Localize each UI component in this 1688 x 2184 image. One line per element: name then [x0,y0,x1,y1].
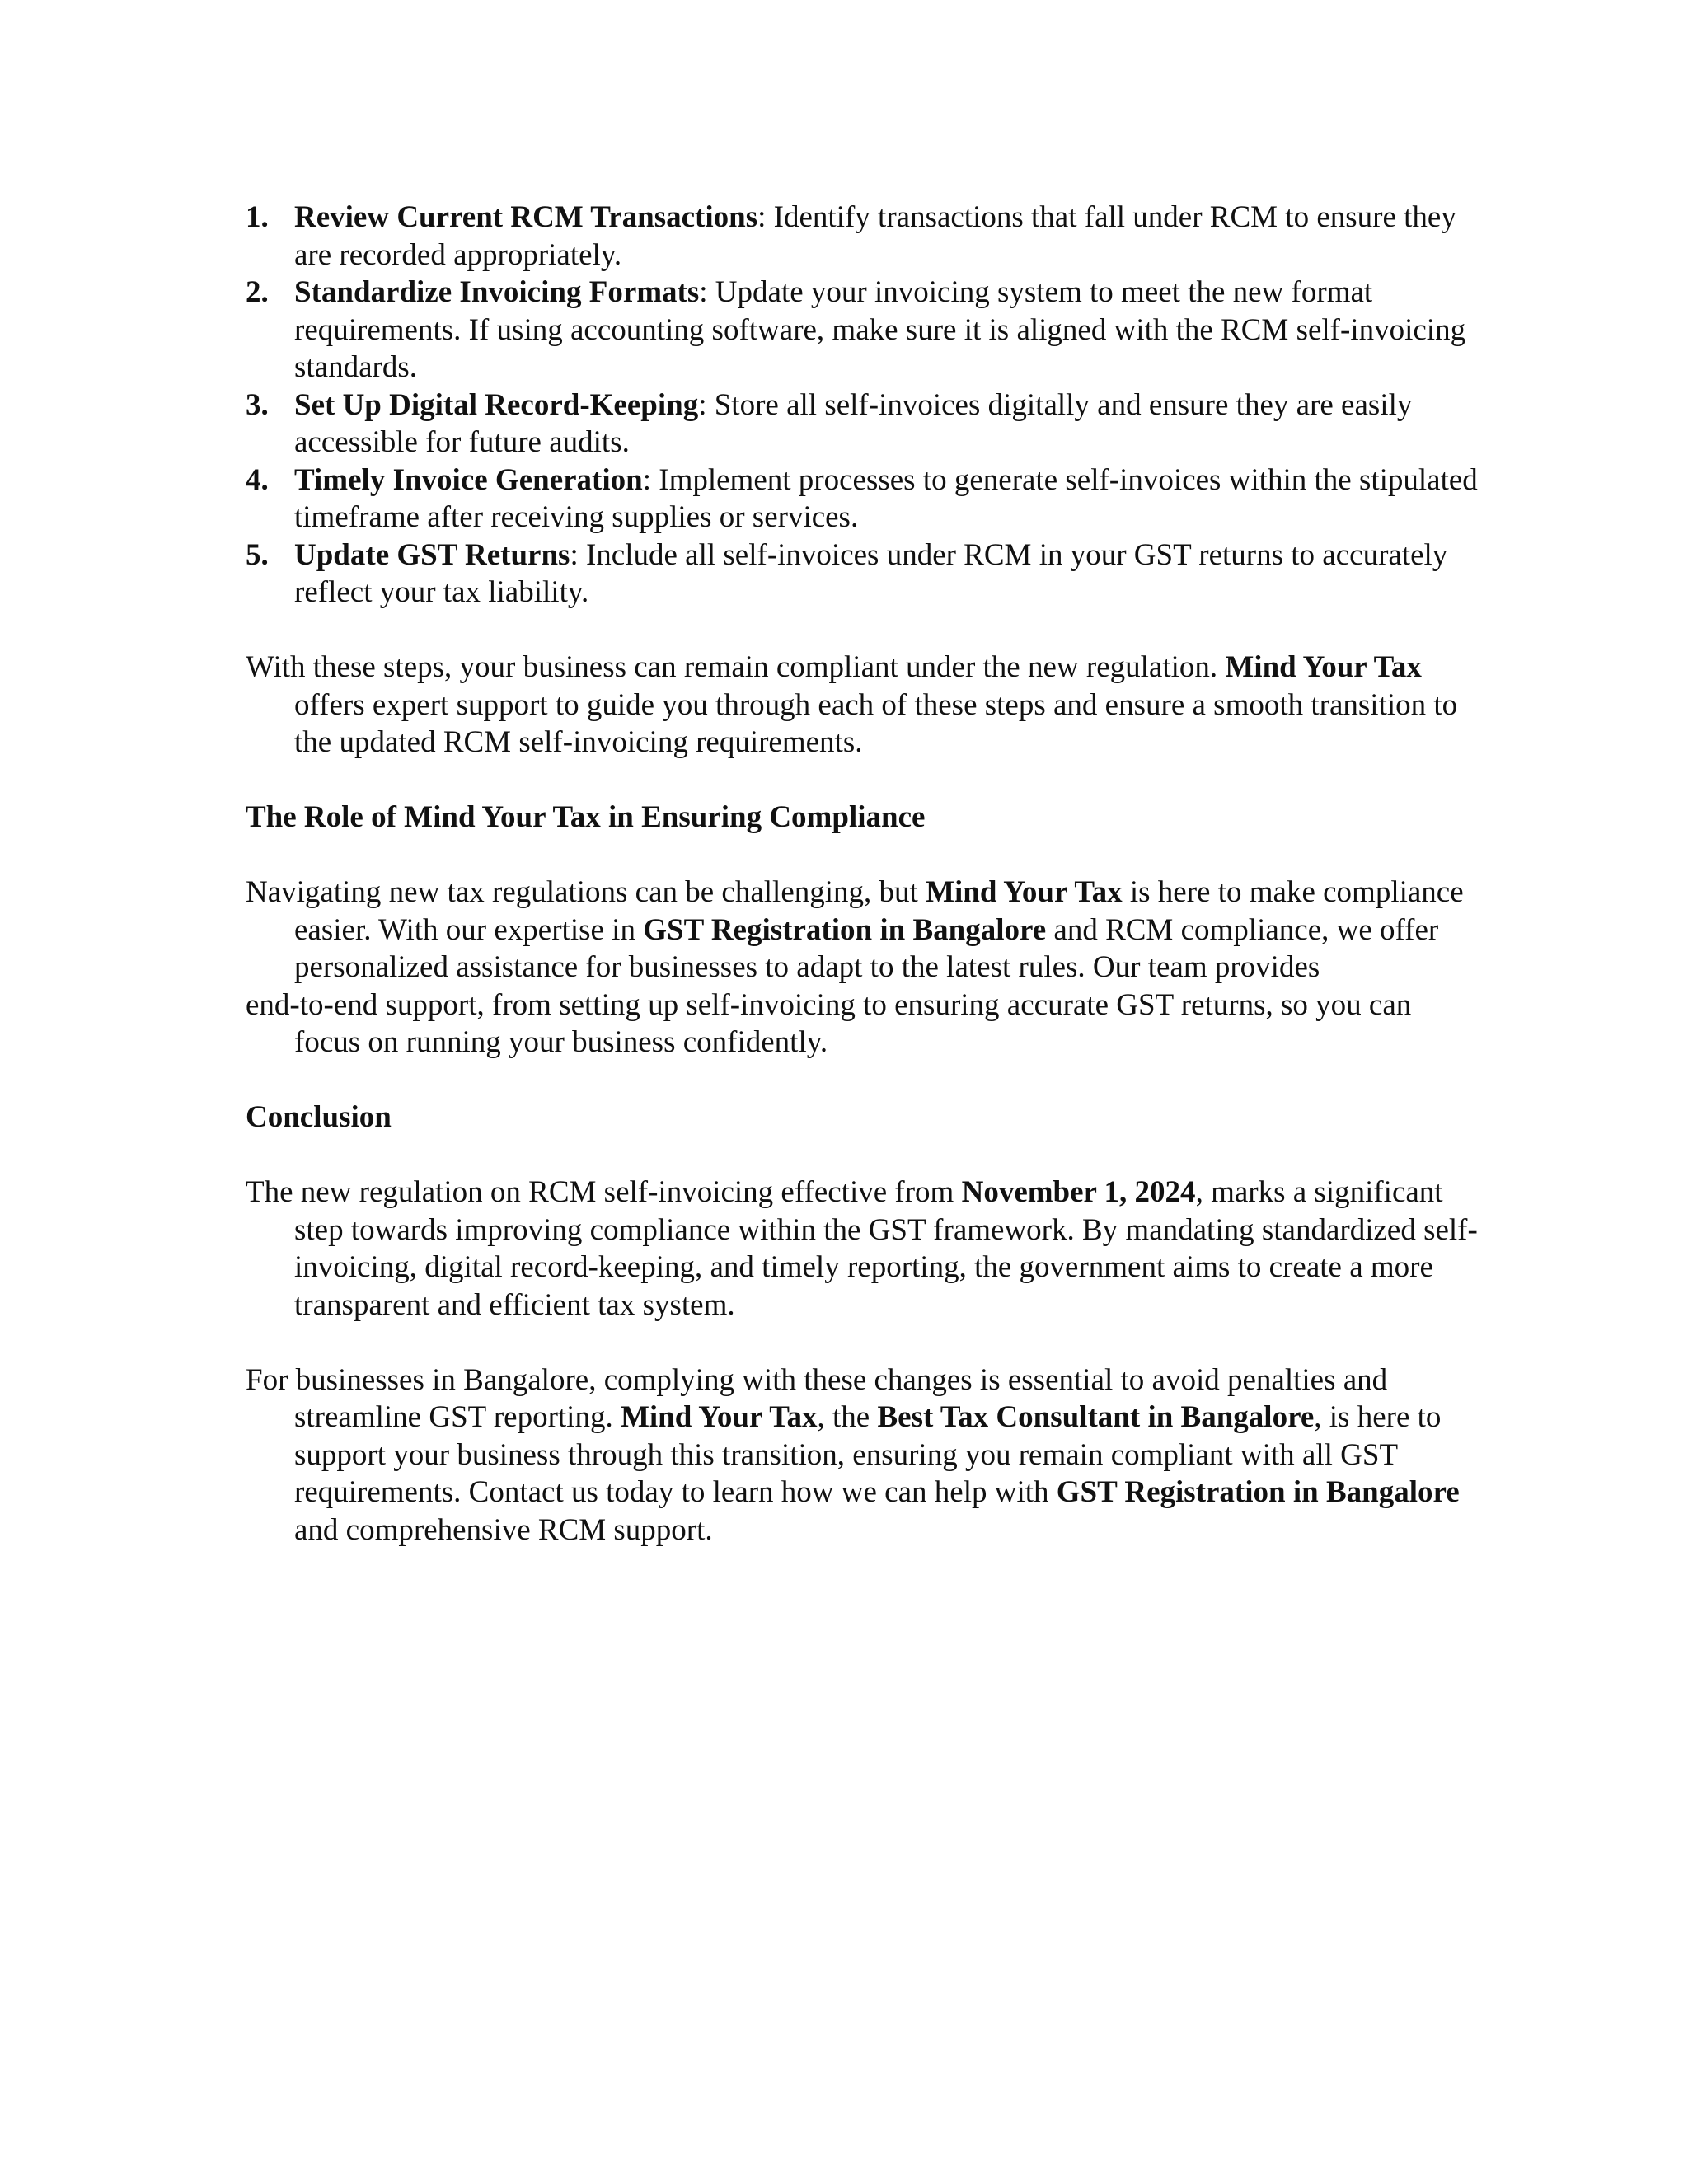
bold-run: Mind Your Tax [620,1400,818,1434]
step-text: : Store all self-invoices digitally and ensure they are easily accessible for future audits. [294,387,1413,459]
step-title: Timely Invoice Generation [294,462,643,497]
bold-run: GST Registration in Bangalore [1056,1475,1460,1509]
spacer [246,837,1482,874]
spacer [246,1324,1482,1361]
text-run: is here to make compliance easier. With our expertise in [294,875,1464,947]
list-item [246,387,1482,462]
section-heading-role: The Role of Mind Your Tax in Ensuring Compliance [246,800,926,834]
role-paragraph-1 [246,874,1482,987]
text-run: , is here to support your business through this transition, ensuring you remain compliant with all GST requirements. Contact us today to learn how we can help with [294,1400,1442,1509]
step-title: Standardize Invoicing Formats [294,275,700,309]
conclusion-paragraph-2 [246,1361,1482,1549]
step-text: : Identify transactions that fall under RCM to ensure they are recorded appropriately. [294,200,1456,272]
role-paragraph-2: end-to-end support, from setting up self-invoicing to ensuring accurate GST returns, so you can focus on running your business confidently. [246,987,1412,1059]
step-number: 5. [246,537,269,572]
list-item [246,537,1482,612]
step-text: : Implement processes to generate self-invoices within the stipulated timeframe after receiving supplies or services. [294,462,1478,534]
step-title: Set Up Digital Record-Keeping [294,387,699,422]
step-text: : Update your invoicing system to meet the new format requirements. If using accounting software, make sure it is aligned with the RCM self-invoicing standards. [294,275,1466,384]
text-run: Navigating new tax regulations can be challenging, but [246,875,926,909]
bold-run: GST Registration in Bangalore [643,912,1047,947]
list-item [246,462,1482,537]
step-number: 4. [246,462,269,497]
spacer [246,1062,1482,1099]
text-run: , marks a significant step towards improving compliance within the GST framework. By mandating standardized self-invoicing, digital record-keeping, and timely reporting, the government aims to create a more transparent and efficient tax system. [294,1175,1478,1322]
text-run: The new regulation on RCM self-invoicing effective from [246,1175,962,1209]
step-text: : Include all self-invoices under RCM in your GST returns to accurately reflect your tax liability. [294,537,1448,609]
spacer [246,762,1482,799]
step-number: 2. [246,275,269,309]
spacer [246,1137,1482,1174]
text-run: and RCM compliance, we offer personalized assistance for businesses to adapt to the latest rules. Our team provides [294,912,1439,984]
bold-run: Best Tax Consultant in Bangalore [877,1400,1315,1434]
step-number: 1. [246,200,269,234]
text-run: , the [817,1400,878,1434]
text-run: For businesses in Bangalore, complying with these changes is essential to avoid penalties and streamline GST reporting. [246,1362,1388,1434]
document-body [246,199,1482,1549]
bold-run: Mind Your Tax [926,875,1123,909]
spacer [246,612,1482,649]
list-item [246,274,1482,387]
text-run: offers expert support to guide you through each of these steps and ensure a smooth transition to the updated RCM self-invoicing requirements. [294,687,1458,759]
bold-run: November 1, 2024 [961,1175,1196,1209]
compliance-steps-list [246,199,1482,612]
text-run: With these steps, your business can remain compliant under the new regulation. [246,650,1226,684]
steps-summary-paragraph [246,649,1482,762]
list-item [246,199,1482,274]
step-title: Update GST Returns [294,537,570,572]
section-heading-conclusion: Conclusion [246,1100,392,1134]
text-run: and comprehensive RCM support. [294,1512,713,1547]
bold-run: Mind Your Tax [1225,650,1422,684]
step-title: Review Current RCM Transactions [294,200,758,234]
step-number: 3. [246,387,269,422]
conclusion-paragraph-1 [246,1174,1482,1324]
